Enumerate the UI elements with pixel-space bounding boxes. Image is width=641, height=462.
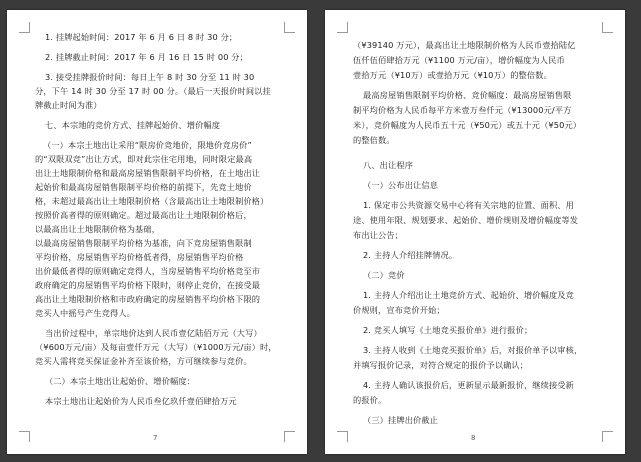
text-line: 3. 接受挂牌报价时间：每日上午 8 时 30 分至 11 时 30 [45,72,255,82]
text-line: 分，下午 14 时 30 分至 17 时 00 分。（最后一天报价时间以挂 [35,86,271,96]
page-number: 7 [153,434,158,442]
page-number: 8 [471,434,476,442]
text-line: 1. 主持人介绍出让土地竞价方式、起始价、增价幅度及竞 [363,290,574,300]
subsection-heading: （三）挂牌出价截止 [363,415,439,425]
subsection-heading: （二）竞价 [363,270,405,280]
text-line: 竞买人需将竞买保证金补齐至该价格，方可继续参与竞价。 [35,356,252,366]
text-line: 4. 主持人确认该报价后，更新显示最新报价，继续接受新 [363,380,574,390]
text-line: 的整倍数。 [353,135,395,145]
crop-mark [284,431,295,442]
crop-mark [602,22,613,33]
text-line: 1. 保定市公共资源交易中心将有关宗地的位置、面积、用 [363,200,574,210]
document-page-right [325,10,625,454]
section-heading: 八、出让程序 [363,160,414,170]
text-line: 格，未超过最高出让土地限制价格（含最高出让土地限制价格） [35,196,269,206]
crop-mark [337,431,348,442]
text-line: 按照价高者得的原则确定。超过最高出让土地限制价格后， [35,210,252,220]
crop-mark [19,22,30,33]
text-line: 1. 挂牌起始时间：2017 年 6 月 6 日 8 时 30 分； [45,32,238,42]
text-line: 以最高房屋销售限制平均价格为基准，向下竞房屋销售限制 [35,238,252,248]
text-line: 出价最低者得的原则确定竞得人，当房屋销售平均价格竞至市 [35,266,261,276]
text-line: 最高房屋销售限制平均价格、竞价幅度：最高房屋销售限 [363,90,572,100]
subsection-heading: （二）本宗土地出让起始价、增价幅度： [45,376,196,386]
text-line: 竞买人中摇号产生竞得人。 [35,308,136,318]
text-line: 当出价过程中，单宗地价达到人民币壹亿陆佰万元（大写） [45,328,262,338]
subsection-heading: （一）公布出让信息 [363,180,439,190]
text-line: 的“双限双竞”出让方式，即对此宗住宅用地，同时限定最高 [35,154,253,164]
text-line: 2. 主持人介绍挂牌情况。 [363,250,458,260]
section-heading: 七、本宗地的竞价方式、挂牌起始价、增价幅度 [45,120,221,130]
text-line: 制平均价格为人民币每平方米壹万叁仟元（¥13000元/平方 [353,105,572,115]
text-line: （¥600万元/亩）及每亩壹仟万元（大写）（¥1000万元/亩）时， [35,342,277,352]
crop-mark [602,431,613,442]
text-line: （一）本宗土地出让采用“限房价竞地价，限地价竞房价” [43,140,252,150]
crop-mark [337,22,348,33]
text-line: 2. 挂牌截止时间：2017 年 6 月 16 日 15 时 00 分； [45,52,248,62]
crop-mark [19,431,30,442]
text-line: 米），竞价幅度为人民币五十元（¥50元）或五十元（¥50元） [353,120,582,130]
text-line: 以最高出让土地限制价格为基础， [35,224,161,234]
text-line: 3. 主持人收到《土地竞买报价单》后，对报价单予以审核， [363,345,583,355]
text-line: 并填写报价记录，对符合规定的报价予以确认； [353,360,529,370]
text-line: 价规则，宣布竞价开始； [353,305,445,315]
text-line: 的报价。 [353,395,387,405]
text-line: 布出让公告； [353,230,404,240]
text-line: 2. 竞买人填写《土地竞买报价单》进行报价； [363,325,533,335]
text-line: 本宗土地出让起始价为人民币叁亿玖仟壹佰肆拾万元 [45,396,237,406]
text-line: 起始价和最高房屋销售限制平均价格的前提下，先竞土地价 [35,182,252,192]
text-line: 高出让土地限制价格和市政府确定的房屋销售平均价格下限的 [35,294,261,304]
text-line: 伍仟伍佰肆拾万元（¥1100 万元/亩），增价幅度为人民币 [353,55,565,65]
text-line: 牌截止时间为准） [35,100,102,110]
crop-mark [284,22,295,33]
text-line: （¥39140 万元），最高出让土地限制价格为人民币壹拾陆亿 [353,40,576,50]
text-line: 政府确定的房屋销售平均价格下限时，则停止竞价，在接受最 [35,280,261,290]
text-line: 途、使用年限、规划要求、起始价、增价规则及增价幅度等发 [353,215,579,225]
text-line: 平均价格，房屋销售平均价格低者得，房屋销售平均价格 [35,252,244,262]
text-line: 壹拾万元（¥10万）或壹拾万元（¥10万）的整倍数。 [353,70,552,80]
text-line: 出让土地限制价格和最高房屋销售限制平均价格，在土地出让 [35,168,261,178]
document-page-left [7,10,307,454]
